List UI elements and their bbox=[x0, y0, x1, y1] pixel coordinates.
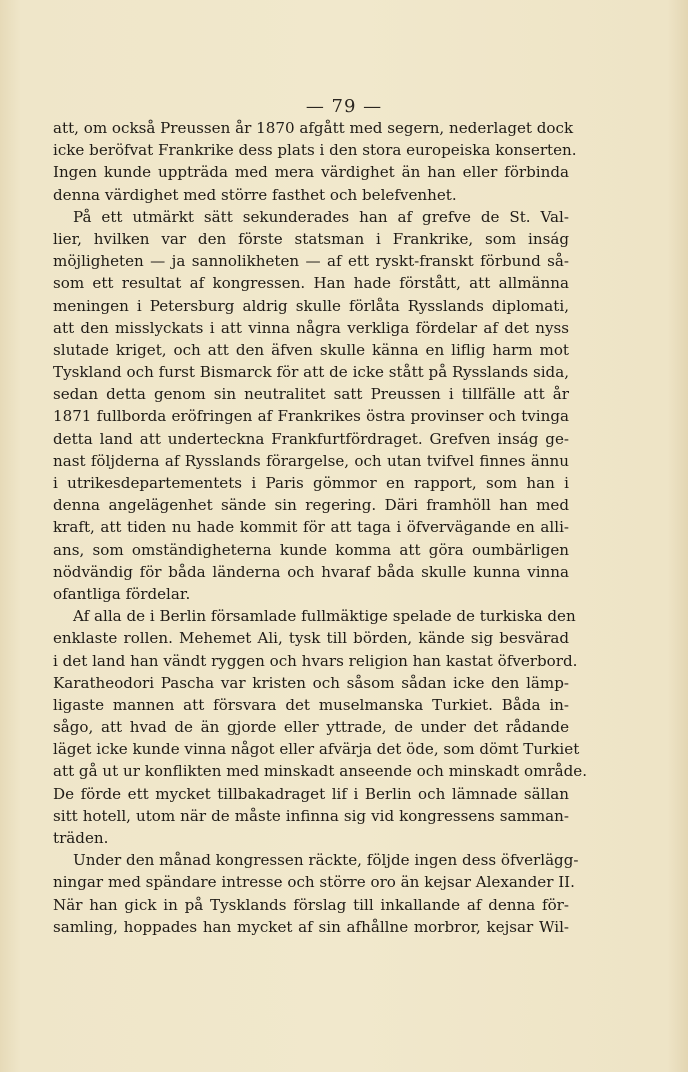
text-line: att gå ut ur konflikten med minskadt anseende och minskadt område. bbox=[53, 762, 587, 781]
text-line: ofantliga fördelar. bbox=[53, 584, 191, 603]
text-line: nast följderna af Rysslands förargelse, och utan tvifvel finnes ännu bbox=[53, 451, 569, 470]
page-number: — 79 — bbox=[305, 96, 383, 117]
text-line: sedan detta genom sin neutralitet satt Preussen i tillfälle att år bbox=[53, 385, 569, 404]
text-line: icke beröfvat Frankrike dess plats i den stora europeiska konserten. bbox=[53, 141, 577, 160]
text-line: sitt hotell, utom när de måste infinna sig vid kongressens samman- bbox=[53, 806, 569, 825]
text-line: På ett utmärkt sätt sekunderades han af grefve de St. Val- bbox=[73, 207, 569, 226]
paragraph bbox=[53, 117, 577, 206]
text-line: enklaste rollen. Mehemet Ali, tysk till börden, kände sig besvärad bbox=[53, 629, 569, 648]
text-line: meningen i Petersburg aldrig skulle förlåta Rysslands diplomati, bbox=[53, 296, 569, 315]
text-line: nödvändig för båda länderna och hvaraf båda skulle kunna vinna bbox=[53, 562, 569, 581]
text-line: lier, hvilken var den förste statsman i Frankrike, som inság bbox=[53, 229, 569, 248]
text-line: Karatheodori Pascha var kristen och såsom sådan icke den lämp- bbox=[53, 673, 569, 692]
text-line: Tyskland och furst Bismarck för att de icke stått på Rysslands sida, bbox=[53, 363, 569, 382]
text-line: detta land att underteckna Frankfurtfördraget. Grefven inság ge- bbox=[53, 429, 569, 448]
text-line: När han gick in på Tysklands förslag till inkallande af denna för- bbox=[53, 895, 569, 914]
text-line: i det land han vändt ryggen och hvars religion han kastat öfverbord. bbox=[53, 651, 578, 670]
text-line: Under den månad kongressen räckte, följde ingen dess öfverlägg- bbox=[73, 851, 579, 870]
paragraph bbox=[53, 849, 579, 938]
text-line: ans, som omständigheterna kunde komma att göra oumbärligen bbox=[53, 540, 569, 559]
text-line: denna angelägenhet sände sin regering. Däri framhöll han med bbox=[53, 496, 569, 515]
body-text bbox=[53, 117, 587, 938]
text-line: att, om också Preussen år 1870 afgått med segern, nederlaget dock bbox=[53, 119, 574, 137]
text-line: läget icke kunde vinna något eller afvärja det öde, som dömt Turkiet bbox=[53, 740, 580, 759]
text-line: träden. bbox=[53, 829, 109, 847]
paragraph bbox=[53, 605, 587, 849]
text-line: samling, hoppades han mycket af sin afhållne morbror, kejsar Wil- bbox=[53, 917, 569, 936]
text-line: De förde ett mycket tillbakadraget lif i Berlin och lämnade sällan bbox=[53, 784, 569, 803]
text-line: i utrikesdepartementets i Paris gömmor en rapport, som han i bbox=[53, 474, 569, 492]
text-line: slutade kriget, och att den äfven skulle känna en liflig harm mot bbox=[53, 340, 569, 359]
text-line: ligaste mannen att försvara det muselmanska Turkiet. Båda in- bbox=[53, 695, 569, 714]
text-line: kraft, att tiden nu hade kommit för att taga i öfvervägande en alli- bbox=[53, 518, 569, 537]
text-line: Ingen kunde uppträda med mera värdighet än han eller förbinda bbox=[53, 163, 569, 182]
text-line: som ett resultat af kongressen. Han hade förstått, att allmänna bbox=[53, 274, 569, 293]
text-line: denna värdighet med större fasthet och belefvenhet. bbox=[53, 185, 457, 204]
text-line: möjligheten — ja sannolikheten — af ett ryskt-franskt förbund så- bbox=[53, 252, 569, 271]
text-line: Af alla de i Berlin församlade fullmäktige spelade de turkiska den bbox=[73, 607, 576, 626]
paragraph bbox=[53, 206, 569, 605]
text-line: att den misslyckats i att vinna några verkliga fördelar af det nyss bbox=[53, 318, 569, 337]
text-line: 1871 fullborda eröfringen af Frankrikes östra provinser och tvinga bbox=[53, 407, 569, 426]
text-line: sågo, att hvad de än gjorde eller yttrade, de under det rådande bbox=[53, 718, 569, 737]
text-line: ningar med spändare intresse och större oro än kejsar Alexander II. bbox=[53, 873, 575, 892]
